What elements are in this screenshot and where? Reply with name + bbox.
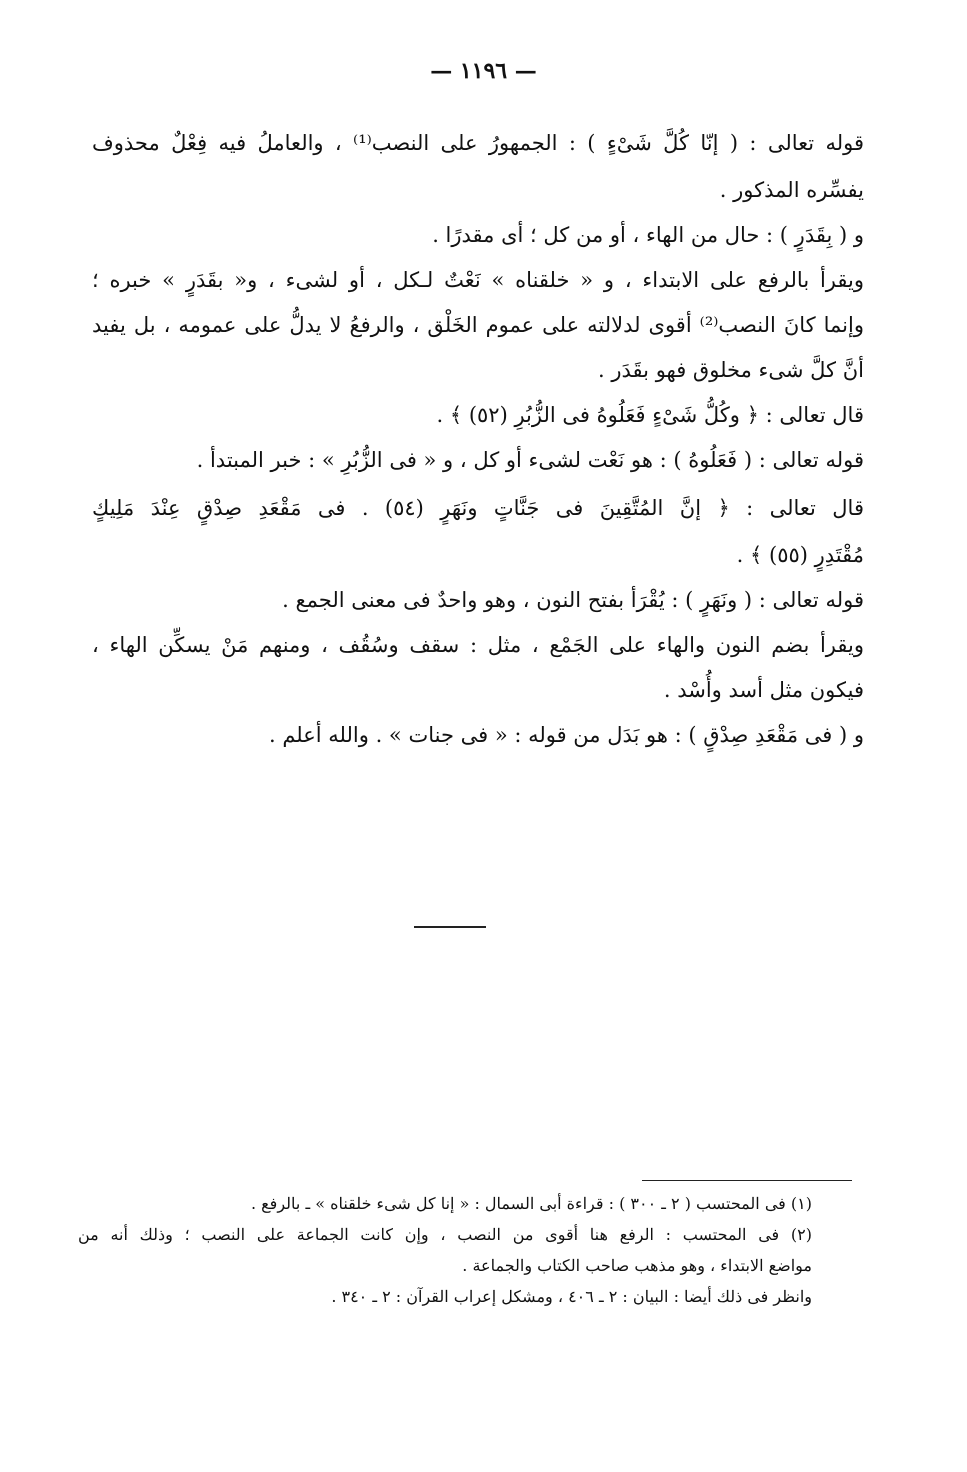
text-line: ويقرأ بالرفع على الابتداء ، و « خلقناه » نَعْتٌ لـكل ، أو لشىء ، و« بقَدَرٍ » خبره ؛ bbox=[92, 268, 864, 292]
text-line: قال تعالى : ﴿ إنَّ المُتَّقِينَ فى جَنَّاتٍ ونَهَرٍ (٥٤) . فى مَقْعَدِ صِدْقٍ عِنْدَ مَلِيكٍ bbox=[92, 496, 864, 520]
footnote-line: (١) فى المحتسب ( ٢ ـ ٣٠٠ ) : قراءة أبى السمال : « إنا كل شىء خلقناه » ـ بالرفع . bbox=[250, 1194, 812, 1213]
text-line: وإنما كانَ النصب⁽²⁾ أقوى لدلالته على عموم الخَلْق ، والرفعُ لا يدلُّ على عمومه ، بل يفيد bbox=[92, 313, 864, 337]
text-line: قوله تعالى : ( فَعَلُوهُ ) : هو نَعْت لشىء أو كل ، و « فى الزُّبُرِ » : خبر المبتدأ . bbox=[196, 448, 864, 472]
text-line: فيكون مثل أسد وأُسْد . bbox=[663, 678, 864, 702]
footnotes bbox=[78, 1188, 812, 1312]
text-line: و ( فى مَقْعَدِ صِدْقٍ ) : هو بَدَل من قوله : « فى جنات » . والله أعلم . bbox=[268, 723, 864, 747]
text-line: ويقرأ بضم النون والهاء على الجَمْع ، مثل : سقف وسُقُف ، ومنهم مَنْ يسكِّن الهاء ، bbox=[92, 633, 864, 657]
section-end-rule bbox=[414, 926, 486, 928]
body-text bbox=[92, 118, 864, 758]
text-line: مُقْتَدِرٍ (٥٥) ﴾ . bbox=[736, 543, 864, 567]
text-line: قوله تعالى : ( ونَهَرٍ ) : يُقْرَأ بفتح النون ، وهو واحدٌ فى معنى الجمع . bbox=[282, 588, 864, 612]
text-line: أنَّ كلَّ شىء مخلوق فهو بقَدَر . bbox=[598, 358, 864, 382]
page-number: — ١١٩٦ — bbox=[430, 58, 537, 84]
footnote-line: وانظر فى ذلك أيضا : البيان : ٢ ـ ٤٠٦ ، ومشكل إعراب القرآن : ٢ ـ ٣٤٠ . bbox=[331, 1287, 812, 1306]
text-line: و ( بِقَدَرٍ ) : حال من الهاء ، أو من كل ؛ أى مقدرًا . bbox=[432, 223, 864, 247]
footnote-line: (٢) فى المحتسب : الرفع هنا أقوى من النصب ، وإن كانت الجماعة على النصب ؛ وذلك أنه من bbox=[78, 1225, 812, 1244]
footnote-separator bbox=[642, 1180, 852, 1181]
footnote-line: مواضع الابتداء ، وهو مذهب صاحب الكتاب والجماعة . bbox=[462, 1256, 812, 1275]
text-line: يفسِّره المذكور . bbox=[719, 178, 864, 202]
text-line: قوله تعالى : ( إنّا كُلَّ شَىْءٍ ) : الجمهورُ على النصب⁽¹⁾ ، والعاملُ فيه فِعْلٌ محذوف bbox=[92, 131, 864, 155]
text-line: قال تعالى : ﴿ وكُلُّ شَىْءٍ فَعَلُوهُ فى الزُّبُرِ (٥٢) ﴾ . bbox=[436, 403, 864, 427]
